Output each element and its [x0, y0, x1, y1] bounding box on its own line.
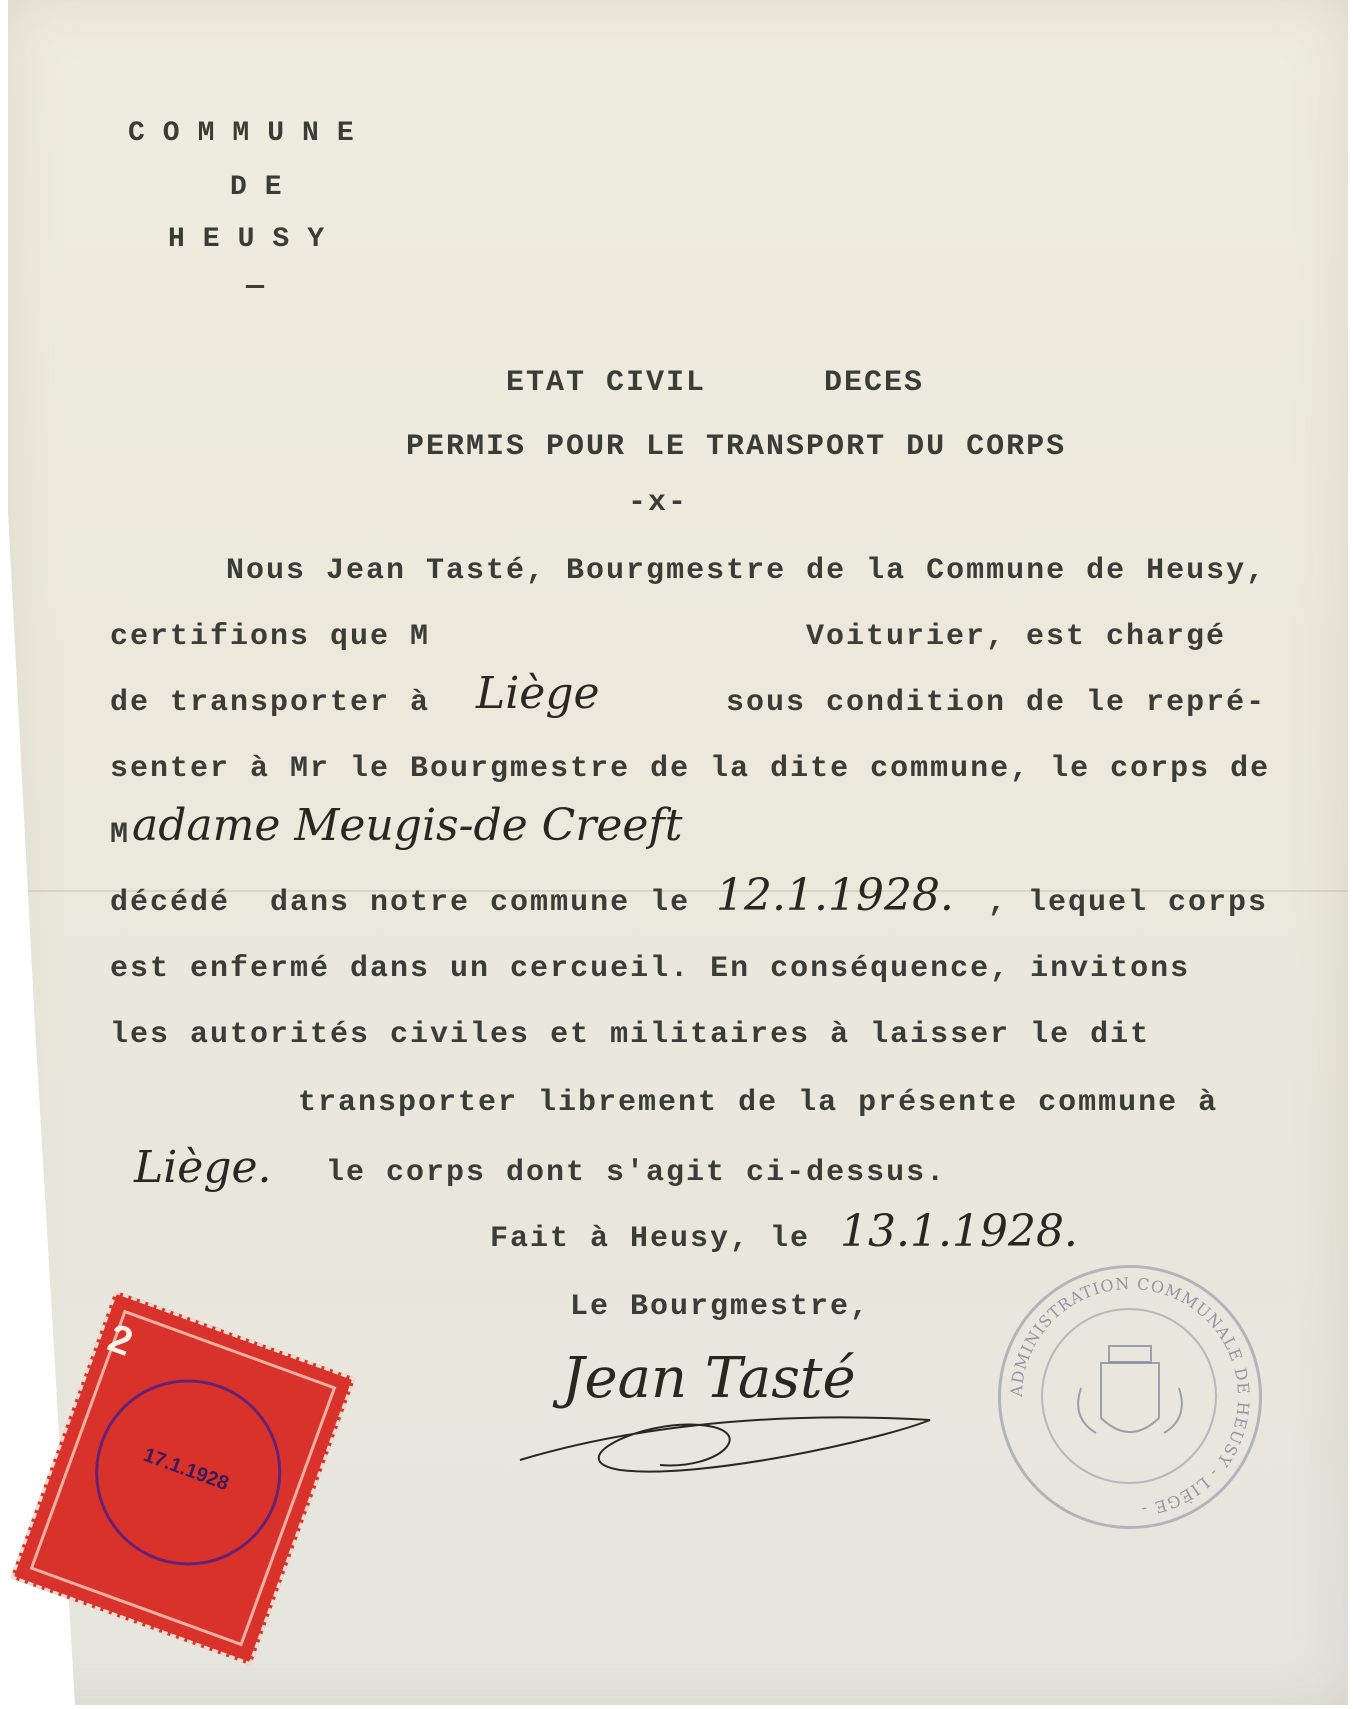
header-heusy: HEUSY [168, 224, 343, 255]
handwritten-issue-date: 13.1.1928. [840, 1206, 1078, 1257]
mayor-signature: Jean Tasté [562, 1346, 856, 1411]
handwritten-destination-2: Liège. [134, 1142, 272, 1193]
body-line-10: le corps dont s'agit ci-dessus. [326, 1156, 947, 1190]
body-line-4: senter à Mr le Bourgmestre de la dite commune, le corps de [110, 752, 1271, 786]
title-etat-civil: ETAT CIVIL [506, 366, 707, 400]
body-line-2b: Voiturier, est chargé [806, 620, 1227, 654]
body-line-9: transporter librement de la présente commune à [298, 1086, 1219, 1120]
header-de: DE [230, 172, 300, 203]
seal-text: ADMINISTRATION COMMUNALE DE HEUSY - LIÈGE - [1006, 1273, 1254, 1520]
title-separator: -x- [628, 486, 689, 520]
title-deces: DECES [824, 366, 925, 400]
svg-text:ADMINISTRATION COMMUNALE DE HE [1007, 1274, 1253, 1520]
body-line-8: les autorités civiles et militaires à laisser le dit [110, 1018, 1151, 1052]
body-line-12: Le Bourgmestre, [570, 1290, 871, 1324]
body-line-2a: certifions que M [110, 620, 431, 654]
seal-ring-text [1001, 1268, 1259, 1526]
fiscal-stamp-cancel-text: 17.1.1928 [140, 1443, 232, 1496]
header-commune: COMMUNE [128, 118, 372, 149]
handwritten-death-date: 12.1.1928. [716, 870, 954, 921]
header-dash: — [246, 270, 267, 304]
body-line-6b: , lequel corps [988, 886, 1269, 920]
body-line-11: Fait à Heusy, le [490, 1222, 811, 1256]
body-line-1: Nous Jean Tasté, Bourgmestre de la Commune de Heusy, [226, 554, 1267, 588]
body-line-3b: sous condition de le repré- [726, 686, 1267, 720]
body-line-5a: M [110, 818, 131, 852]
municipal-seal [998, 1265, 1262, 1529]
body-line-7: est enfermé dans un cercueil. En conséquence, invitons [110, 952, 1191, 986]
handwritten-deceased-name: adame Meugis-de Creeft [132, 800, 683, 851]
coat-of-arms-icon [1078, 1346, 1182, 1433]
title-permis: PERMIS POUR LE TRANSPORT DU CORPS [406, 430, 1067, 464]
handwritten-destination: Liège [476, 668, 600, 719]
body-line-6a: décédé dans notre commune le [110, 886, 691, 920]
fiscal-stamp-value: 2 [102, 1315, 139, 1365]
body-line-3a: de transporter à [110, 686, 431, 720]
